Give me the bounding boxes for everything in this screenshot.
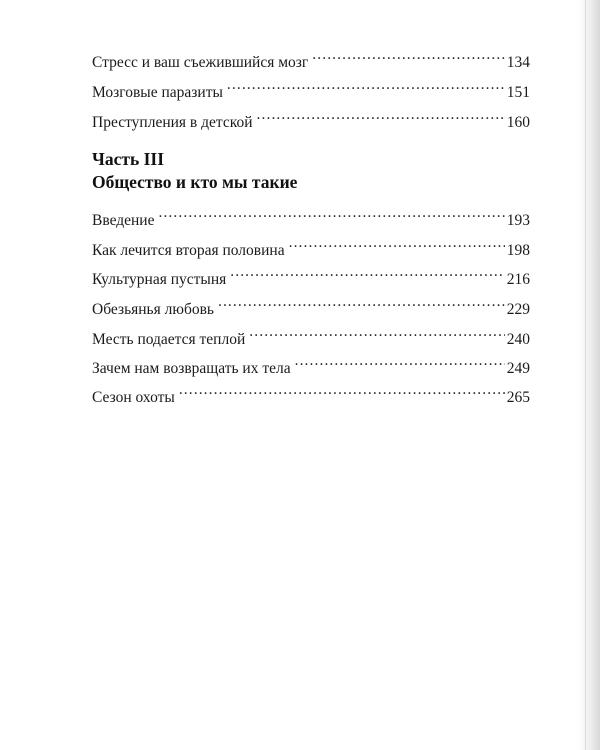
toc-entry-page: 229 [506, 301, 530, 318]
toc-entry [92, 43, 530, 71]
toc-entry-title: Сезон охоты [92, 389, 175, 406]
toc-entry-page: 134 [506, 54, 530, 71]
toc-entry-page: 151 [506, 84, 530, 101]
toc-entry-title: Культурная пустыня [92, 271, 227, 288]
toc-entry-page: 216 [506, 271, 530, 288]
toc-entry-title: Как лечится вторая половина [92, 242, 285, 259]
toc-entry-page: 265 [506, 389, 530, 406]
toc-entry-title: Преступления в детской [92, 114, 253, 131]
toc-entry [92, 73, 530, 101]
toc-entry [92, 260, 530, 288]
toc-leader-dots [249, 320, 504, 344]
toc-entry-title: Стресс и ваш съежившийся мозг [92, 54, 309, 71]
part-label: Часть III [92, 149, 165, 169]
toc-entry-page: 240 [506, 331, 530, 348]
toc-entry-page: 160 [506, 114, 530, 131]
toc-leader-dots [218, 290, 505, 314]
toc-entry-page: 193 [506, 212, 530, 229]
toc-leader-dots [227, 73, 505, 97]
toc-entry-title: Обезьянья любовь [92, 301, 214, 318]
toc-leader-dots [257, 103, 505, 127]
toc-leader-dots [158, 201, 504, 225]
toc-entry-title: Зачем нам возвращать их тела [92, 360, 291, 377]
toc-entry [92, 290, 530, 318]
toc-leader-dots [289, 231, 505, 255]
toc-entry-title: Мозговые паразиты [92, 84, 223, 101]
page-edge-line [585, 0, 586, 750]
toc-entry [92, 103, 530, 131]
toc-entry-page: 249 [506, 360, 530, 377]
toc-entry-page: 198 [506, 242, 530, 259]
toc-entry-title: Месть подается теплой [92, 331, 246, 348]
toc-leader-dots [295, 349, 505, 373]
toc-entry [92, 231, 530, 259]
toc-entry [92, 320, 530, 348]
toc-entry [92, 201, 530, 229]
toc-leader-dots [312, 43, 504, 67]
toc-entry-title: Введение [92, 212, 155, 229]
part-title: Общество и кто мы такие [92, 172, 298, 192]
toc-leader-dots [230, 260, 505, 284]
toc-entry [92, 349, 530, 377]
page-edge-shadow [578, 0, 600, 750]
toc-leader-dots [179, 378, 505, 402]
toc-entry [92, 378, 530, 406]
